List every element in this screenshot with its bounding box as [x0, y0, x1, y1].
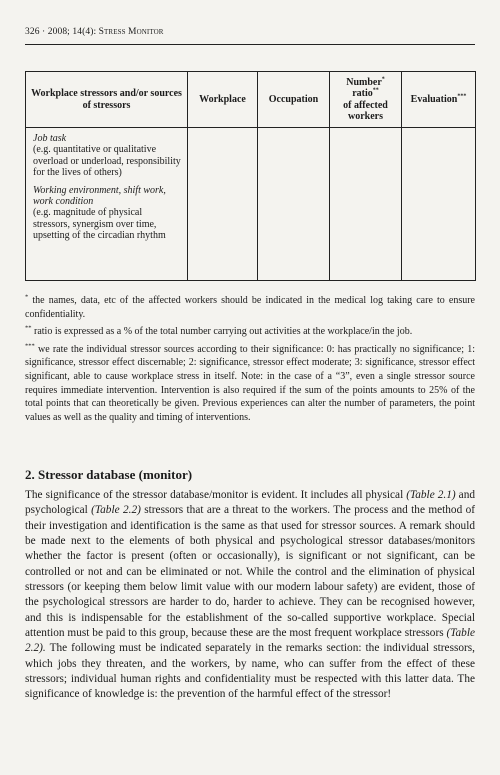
- stressor-sources-cell: [26, 128, 188, 281]
- footnote: * the names, data, etc of the affected workers should be indicated in the medical log taking care to ensure confidentiality.: [25, 293, 475, 320]
- table-footnotes: [25, 294, 475, 428]
- table-reference: (Table 2.1): [406, 489, 456, 501]
- stressor-source-title: Job task: [33, 133, 67, 144]
- list-item: [33, 133, 181, 179]
- table-reference: (Table 2.2): [91, 504, 141, 517]
- footnote: ** ratio is expressed as a % of the total number carrying out activities at the workplace/in the job.: [25, 324, 413, 338]
- stressor-table: [25, 71, 476, 281]
- workplace-cell: [188, 128, 258, 281]
- column-header-number-ratio: Number* ratio** of affected workers: [330, 72, 402, 128]
- table-header-row: [26, 72, 476, 128]
- header-divider: [25, 44, 475, 45]
- footnote: *** we rate the individual stressor sources according to their significance: 0: has practically no significance; 1: significance, stressor effect discernable; 2: significance, stressor effect moderate; 3: significance, stressor effect significant, able to cause workplace stress in itself. Note: in the case of a “3”, even a single stressor source requires immediate intervention. Intervention is also required if the sum of the points amounts to 25% of the total points that can theoretically be given. Previous experiences can alter the number of parameters, the point values as well as the quality and timing of interventions.: [25, 342, 475, 423]
- list-item: [33, 185, 181, 242]
- column-header-workplace: Workplace: [188, 72, 258, 128]
- stressor-source-detail: (e.g. quantitative or qualitative overload or underload, responsibility for the lives of others): [33, 144, 181, 179]
- running-header-citation: 326 · 2008; 14(4):: [25, 27, 99, 37]
- table-row: [26, 128, 476, 281]
- column-header-occupation: Occupation: [258, 72, 330, 128]
- stressor-source-title: Working environment, shift work, work condition: [33, 184, 166, 208]
- body-paragraph: The significance of the stressor database/monitor is evident. It includes all physical (Table 2.1) and psychological (Table 2.2) stressors that are a threat to the workers. The process and the method of their investigation and identification is the same as that used for stressor sources. A remark should be made next to the elements of both physical and psychological stressor databases/monitors whether the factor is present (often or occasionally), is significant or not significant, can be controlled or not and can be eliminated or not. While the control and the elimination of physical stressors (or keeping them below limit value with our modern labour safety) are evident, those of the psychological stressors are harder to do, harder to achieve. They can be recognised however, and this is indispensable for the establishment of the so-called supportive workplace. Special attention must be paid to this group, because these are the most frequent workplace stressors (Table 2.2). The following must be indicated separately in the remarks section: the individual stressors, which jobs they threaten, and the workers, by name, who can suffer from the effect of these stressors; individual human rights and confidentiality must be respected with this latter data. The significance of knowledge is: the prevention of the harmful effect of the stressor!: [25, 489, 476, 701]
- number-ratio-cell: [330, 128, 402, 281]
- column-header-evaluation: Evaluation***: [402, 72, 476, 128]
- table-reference: (Table 2.2).: [25, 627, 475, 655]
- stressor-source-detail: (e.g. magnitude of physical stressors, synergism over time, upsetting of the circadian rhythm: [33, 207, 166, 242]
- section-heading: 2. Stressor database (monitor): [25, 467, 193, 482]
- running-header: [25, 27, 475, 37]
- occupation-cell: [258, 128, 330, 281]
- column-header-sources: Workplace stressors and/or sources of stressors: [26, 72, 188, 128]
- evaluation-cell: [402, 128, 476, 281]
- running-header-journal: Stress Monitor: [98, 27, 164, 37]
